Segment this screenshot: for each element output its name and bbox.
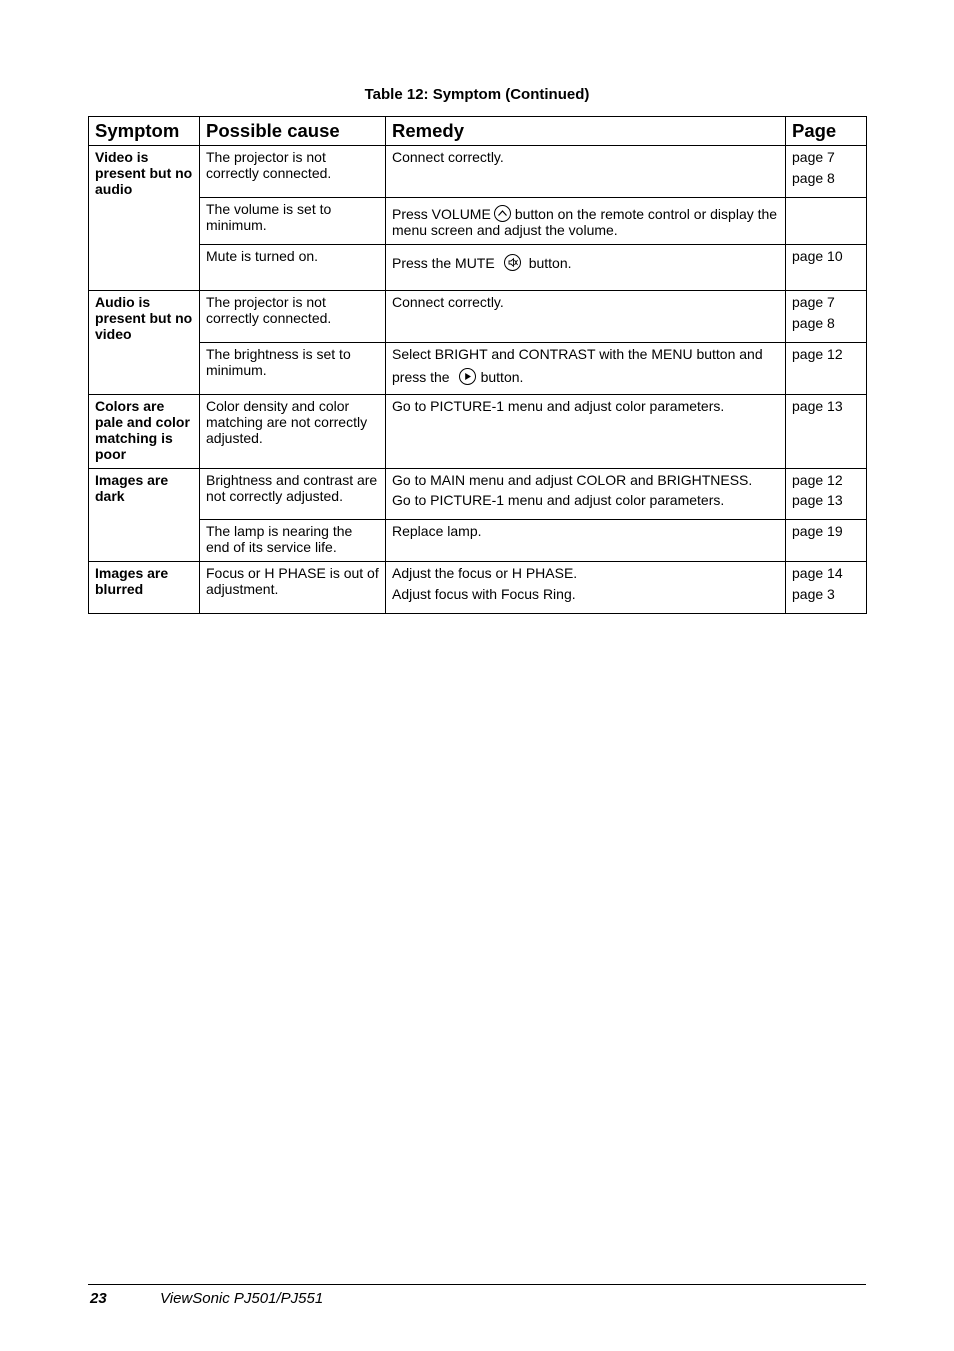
page-ref: page 3	[792, 586, 835, 602]
page-cell	[786, 343, 867, 395]
remedy-line: Connect correctly.	[392, 294, 504, 310]
page-ref: page 13	[792, 492, 843, 508]
page-ref: page 7	[792, 294, 835, 310]
remedy-cell	[386, 343, 786, 395]
right-arrow-icon	[459, 368, 476, 385]
remedy-cell	[386, 146, 786, 198]
cause-cell: Color density and color matching are not correctly adjusted.	[200, 395, 386, 469]
remedy-cell	[386, 245, 786, 291]
remedy-text: Press the MUTE	[392, 255, 495, 271]
header-row	[89, 117, 867, 146]
page-number: 23	[90, 1290, 107, 1307]
table-row	[89, 520, 867, 562]
mute-icon	[504, 254, 521, 271]
remedy-text: press the	[392, 369, 450, 385]
page-ref: page 8	[792, 170, 835, 186]
remedy-cell	[386, 395, 786, 469]
remedy-line: Go to MAIN menu and adjust COLOR and BRIGHTNESS.	[392, 472, 753, 488]
table-row	[89, 562, 867, 614]
page-ref: page 10	[792, 248, 843, 264]
remedy-text: button.	[480, 369, 524, 385]
remedy-line: Go to PICTURE-1 menu and adjust color parameters.	[392, 492, 725, 508]
remedy-text: button on the remote control or display the menu screen and adjust the volume.	[392, 206, 778, 238]
page-cell	[786, 562, 867, 614]
page-cell	[786, 291, 867, 343]
cause-cell: The projector is not correctly connected.	[200, 291, 386, 343]
table-row	[89, 198, 867, 245]
page-cell	[786, 520, 867, 562]
remedy-cell	[386, 198, 786, 245]
page-cell	[786, 198, 867, 245]
page-ref: page 7	[792, 149, 835, 165]
cause-cell: The lamp is nearing the end of its service life.	[200, 520, 386, 562]
remedy-line: Connect correctly.	[392, 149, 504, 165]
cause-cell: Focus or H PHASE is out of adjustment.	[200, 562, 386, 614]
cause-cell: Mute is turned on.	[200, 245, 386, 291]
footer-divider	[88, 1284, 866, 1285]
cause-cell: Brightness and contrast are not correctly adjusted.	[200, 469, 386, 520]
remedy-cell	[386, 520, 786, 562]
symptom-cell: Colors are pale and color matching is poor	[89, 395, 200, 469]
header-possible-cause: Possible cause	[200, 117, 386, 146]
remedy-line: Go to PICTURE-1 menu and adjust color parameters.	[392, 398, 725, 414]
table-row	[89, 343, 867, 395]
page-ref: page 12	[792, 472, 843, 488]
remedy-line	[392, 368, 779, 385]
page-ref: page 13	[792, 398, 843, 414]
page-ref: page 19	[792, 523, 843, 539]
remedy-cell	[386, 562, 786, 614]
page-ref: page 14	[792, 565, 843, 581]
cause-cell: The volume is set to minimum.	[200, 198, 386, 245]
footer-title: ViewSonic PJ501/PJ551	[160, 1290, 324, 1307]
remedy-line: Replace lamp.	[392, 523, 482, 539]
symptom-cell: Video is present but no audio	[89, 146, 200, 291]
remedy-line: Select BRIGHT and CONTRAST with the MENU button and	[392, 346, 763, 362]
symptom-table	[88, 116, 867, 614]
header-page: Page	[786, 117, 867, 146]
remedy-text: Press VOLUME	[392, 206, 491, 222]
symptom-cell: Images are dark	[89, 469, 200, 562]
header-remedy: Remedy	[386, 117, 786, 146]
remedy-text: button.	[528, 255, 572, 271]
remedy-cell	[386, 469, 786, 520]
remedy-line: Adjust focus with Focus Ring.	[392, 586, 576, 602]
cause-cell: The projector is not correctly connected.	[200, 146, 386, 198]
table-row	[89, 469, 867, 520]
symptom-cell: Audio is present but no video	[89, 291, 200, 395]
page-ref: page 12	[792, 346, 843, 362]
table-caption: Table 12: Symptom (Continued)	[364, 86, 590, 103]
table-row	[89, 146, 867, 198]
table-row	[89, 245, 867, 291]
header-symptom: Symptom	[89, 117, 200, 146]
page-cell	[786, 469, 867, 520]
table-row	[89, 291, 867, 343]
page-cell	[786, 245, 867, 291]
table-row	[89, 395, 867, 469]
page-cell	[786, 146, 867, 198]
page-ref: page 8	[792, 315, 835, 331]
page-cell	[786, 395, 867, 469]
remedy-line: Adjust the focus or H PHASE.	[392, 565, 578, 581]
remedy-cell	[386, 291, 786, 343]
symptom-cell: Images are blurred	[89, 562, 200, 614]
cause-cell: The brightness is set to minimum.	[200, 343, 386, 395]
volume-up-icon	[494, 205, 511, 222]
